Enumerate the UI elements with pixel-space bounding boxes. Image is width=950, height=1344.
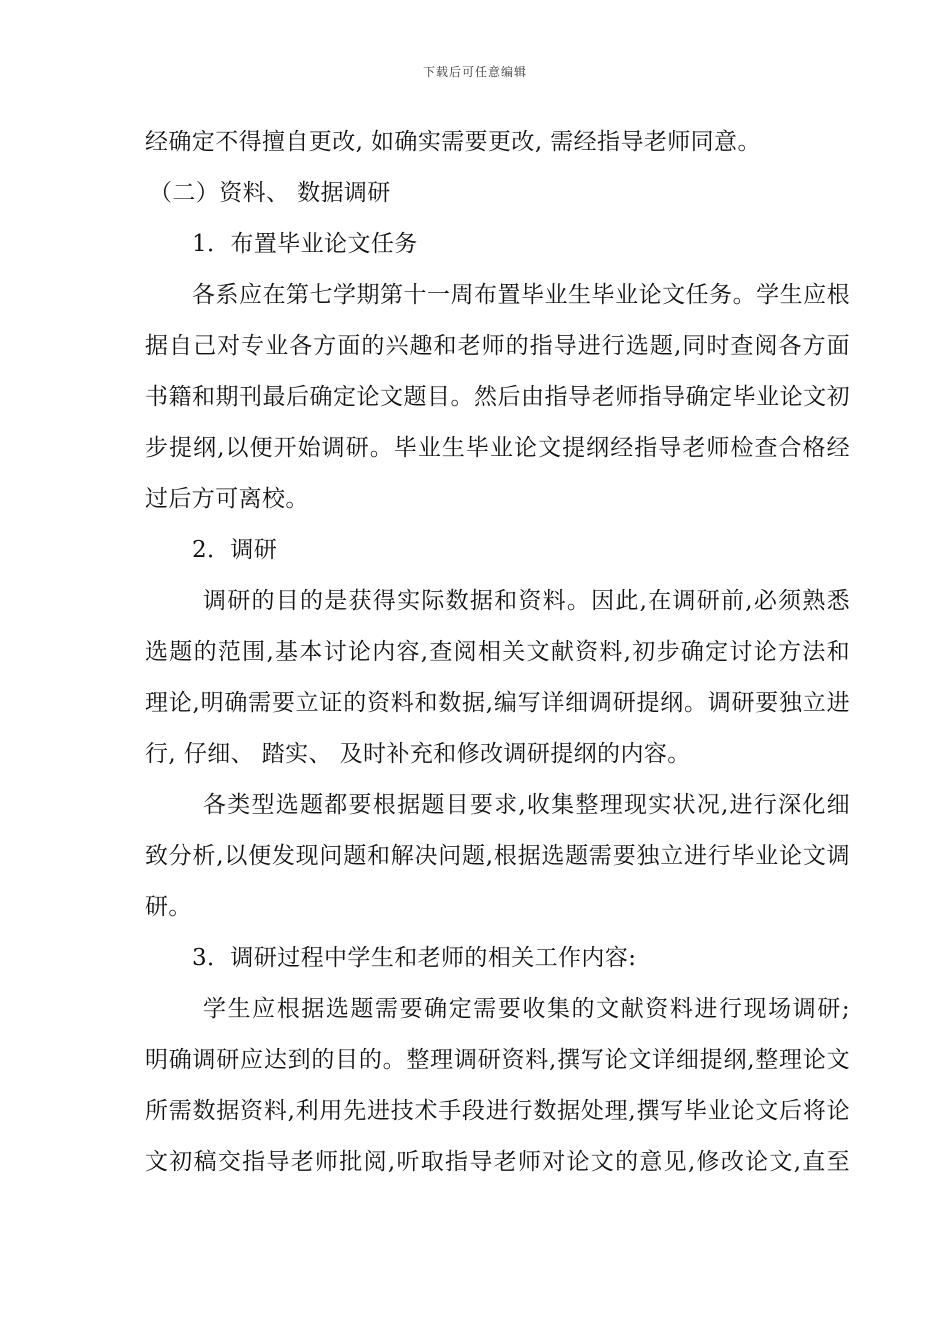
paragraph-line: 学生应根据选题需要确定需要收集的文献资料进行现场调研; [203,996,850,1022]
paragraph-line: 理论,明确需要立证的资料和数据,编写详细调研提纲。调研要独立进 [145,690,850,716]
paragraph-line: 步提纲,以便开始调研。毕业生毕业论文提纲经指导老师检查合格经 [145,435,850,461]
paragraph-line: 各类型选题都要根据题目要求,收集整理现实状况,进行深化细 [203,792,850,818]
paragraph-line: 明确调研应达到的目的。整理调研资料,撰写论文详细提纲,整理论文 [145,1047,850,1073]
paragraph-line: 选题的范围,基本讨论内容,查阅相关文献资料,初步确定讨论方法和 [145,639,850,665]
subsection-heading: 3．调研过程中学生和老师的相关工作内容: [192,945,637,971]
paragraph-line: 研。 [145,894,192,920]
document-body [145,117,850,1188]
paragraph-line: 所需数据资料,利用先进技术手段进行数据处理,撰写毕业论文后将论 [145,1098,850,1124]
subsection-heading: 1．布置毕业论文任务 [192,231,418,257]
paragraph-line: 过后方可离校。 [145,486,309,512]
section-heading: （二）资料、 数据调研 [149,180,391,206]
paragraph-line: 致分析,以便发现问题和解决问题,根据选题需要独立进行毕业论文调 [145,843,850,869]
paragraph-line: 书籍和期刊最后确定论文题目。然后由指导老师指导确定毕业论文初 [145,384,850,410]
subsection-heading: 2．调研 [192,537,278,563]
paragraph-line: 调研的目的是获得实际数据和资料。因此,在调研前,必须熟悉 [203,588,850,614]
paragraph-line: 经确定不得擅自更改, 如确实需要更改, 需经指导老师同意。 [145,129,761,155]
paragraph-line: 行, 仔细、 踏实、 及时补充和修改调研提纲的内容。 [145,741,691,767]
page-header: 下载后可任意编辑 [422,65,527,79]
paragraph-line: 文初稿交指导老师批阅,听取指导老师对论文的意见,修改论文,直至 [145,1149,850,1175]
paragraph-line: 各系应在第七学期第十一周布置毕业生毕业论文任务。学生应根 [192,282,850,308]
paragraph-line: 据自己对专业各方面的兴趣和老师的指导进行选题,同时查阅各方面 [145,333,850,359]
